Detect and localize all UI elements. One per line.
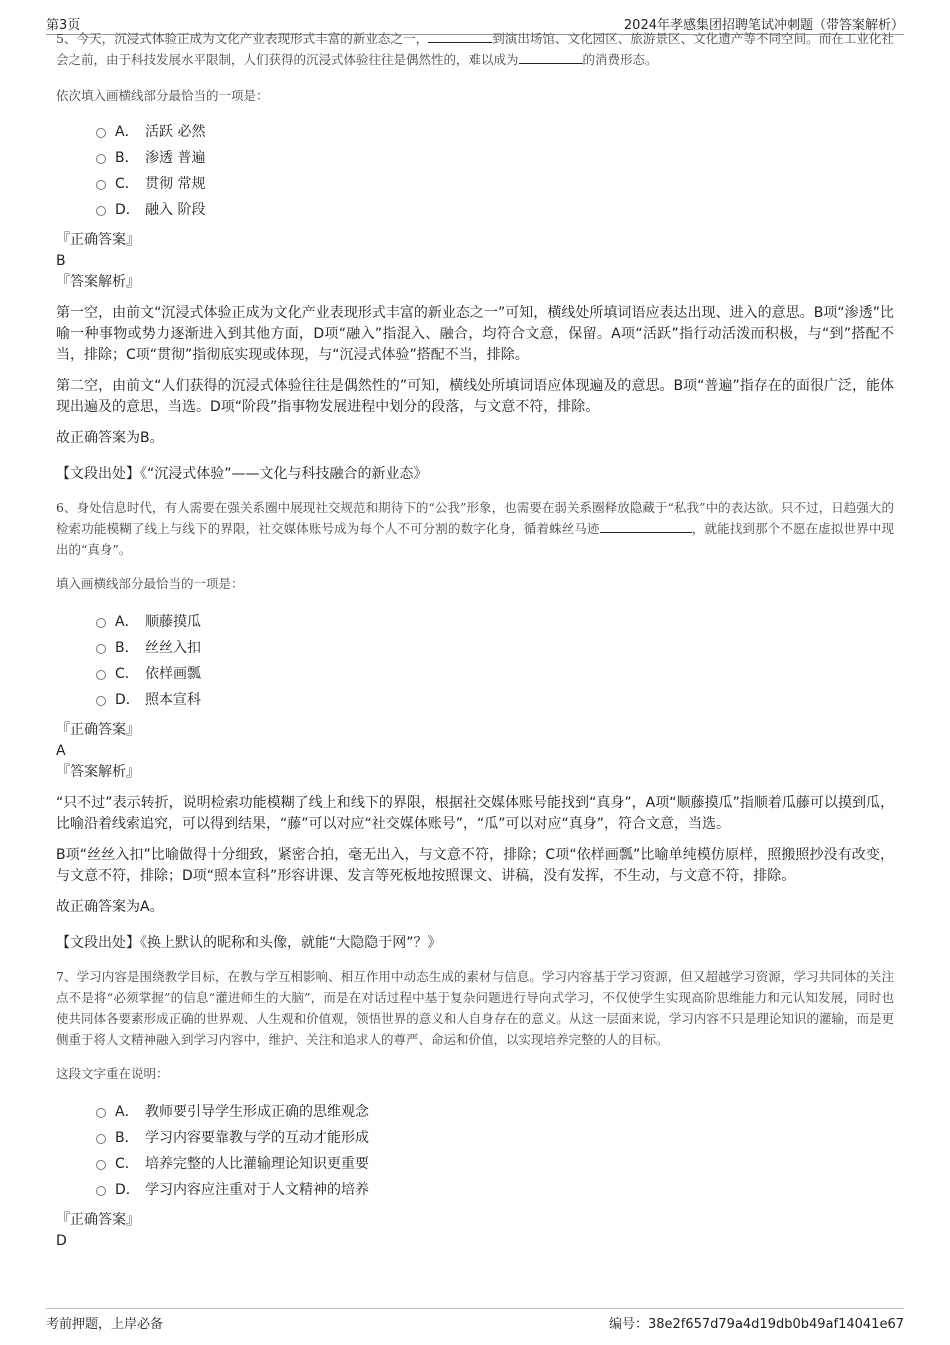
option-a[interactable]: A． 顺藤摸瓜	[96, 608, 894, 634]
fill-blank	[600, 520, 692, 533]
radio-icon[interactable]	[96, 644, 106, 654]
footer-slogan: 考前押题，上岸必备	[46, 1317, 164, 1332]
radio-icon[interactable]	[96, 696, 106, 706]
analysis-label: 『答案解析』	[56, 764, 140, 780]
question-7-options	[56, 1098, 894, 1202]
radio-icon[interactable]	[96, 154, 106, 164]
answer-label: 『正确答案』	[56, 232, 140, 248]
question-6-options	[56, 608, 894, 712]
analysis-paragraph: “只不过”表示转折，说明检索功能模糊了线上和线下的界限，根据社交媒体账号能找到“真身”，A项“顺藤摸瓜”指顺着瓜藤可以摸到瓜，比喻沿着线索追究，可以得到结果，“藤”可以对应“社交媒体账号”，“瓜”可以对应“真身”，符合文意，当选。	[56, 795, 894, 832]
radio-icon[interactable]	[96, 670, 106, 680]
source-citation: 【文段出处】《“沉浸式体验”——文化与科技融合的新业态》	[56, 466, 428, 482]
question-5-options	[56, 118, 894, 222]
option-c[interactable]: C． 依样画瓢	[96, 660, 894, 686]
radio-icon[interactable]	[96, 180, 106, 190]
radio-icon[interactable]	[96, 1160, 106, 1170]
main-content	[56, 31, 894, 1252]
analysis-paragraph: B项“丝丝入扣”比喻做得十分细致，紧密合拍，毫无出入，与文意不符，排除；C项“依样画瓢”比喻单纯模仿原样，照搬照抄没有改变，与文意不符，排除；D项“照本宣科”形容讲课、发言等死板地按照课文、讲稿，没有发挥，不生动，与文意不符，排除。	[56, 847, 894, 884]
option-b[interactable]: B． 学习内容要靠教与学的互动才能形成	[96, 1124, 894, 1150]
question-7-text: 7、学习内容是围绕教学目标，在教与学互相影响、相互作用中动态生成的素材与信息。学习内容基于学习资源，但又超越学习资源，学习共同体的关注点不是将“必须掌握”的信息“灌进师生的大脑”，而是在对话过程中基于复杂问题进行导向式学习，不仅使学生实现高阶思维能力和元认知发展，同时也使共同体各要素形成正确的世界观、人生观和价值观，领悟世界的意义和人自身存在的意义。从这一层面来说，学习内容不只是理论知识的灌输，而是更侧重于将人文精神融入到学习内容中，维护、关注和追求人的尊严、命运和价值，以实现培养完整的人的目标。	[56, 969, 894, 1047]
answer-label: 『正确答案』	[56, 1212, 140, 1228]
option-a[interactable]: A． 教师要引导学生形成正确的思维观念	[96, 1098, 894, 1124]
radio-icon[interactable]	[96, 206, 106, 216]
answer-value: D	[56, 1233, 67, 1249]
question-5-text: 5、今天，沉浸式体验正成为文化产业表现形式丰富的新业态之一， 到演出场馆、文化园区、旅游景区、文化遗产等不同空间。而在工业化社会之前，由于科技发展水平限制，人们获得的沉浸式体验往往是偶然性的，难以成为 的消费形态。	[56, 31, 894, 67]
option-a[interactable]: A． 活跃 必然	[96, 118, 894, 144]
document-code: 编号：38e2f657d79a4d19db0b49af14041e67	[608, 1317, 904, 1332]
analysis-paragraph: 故正确答案为B。	[56, 430, 164, 446]
source-citation: 【文段出处】《换上默认的昵称和头像，就能“大隐隐于网”？》	[56, 935, 442, 951]
option-c[interactable]: C． 培养完整的人比灌输理论知识更重要	[96, 1150, 894, 1176]
analysis-paragraph: 第一空，由前文“沉浸式体验正成为文化产业表现形式丰富的新业态之一”可知，横线处所填词语应表达出现、进入的意思。B项“渗透”比喻一种事物或势力逐渐进入到其他方面，D项“融入”指混入、融合，均符合文意，保留。A项“活跃”指行动活泼而积极，与“到”搭配不当，排除；C项“贯彻”指彻底实现或体现，与“沉浸式体验”搭配不当，排除。	[56, 305, 894, 363]
option-d[interactable]: D． 照本宣科	[96, 686, 894, 712]
answer-value: A	[56, 743, 66, 759]
page-number: 第3页	[46, 18, 81, 33]
analysis-paragraph: 故正确答案为A。	[56, 899, 164, 915]
option-c[interactable]: C． 贯彻 常规	[96, 170, 894, 196]
question-7-prompt: 这段文字重在说明：	[56, 1066, 169, 1081]
page-footer	[46, 1308, 904, 1332]
answer-label: 『正确答案』	[56, 722, 140, 738]
radio-icon[interactable]	[96, 128, 106, 138]
analysis-label: 『答案解析』	[56, 274, 140, 290]
radio-icon[interactable]	[96, 1134, 106, 1144]
question-6-text: 6、身处信息时代，有人需要在强关系圈中展现社交规范和期待下的“公我”形象，也需要在弱关系圈释放隐藏于“私我”中的表达欲。只不过，日趋强大的检索功能模糊了线上与线下的界限，社交媒体账号成为每个人不可分割的数字化身，循着蛛丝马迹 ，就能找到那个不愿在虚拟世界中现出的“真身”。	[56, 500, 894, 557]
answer-value: B	[56, 253, 66, 269]
option-d[interactable]: D． 学习内容应注重对于人文精神的培养	[96, 1176, 894, 1202]
fill-blank	[428, 30, 492, 43]
option-b[interactable]: B． 丝丝入扣	[96, 634, 894, 660]
radio-icon[interactable]	[96, 1108, 106, 1118]
analysis-paragraph: 第二空，由前文“人们获得的沉浸式体验往往是偶然性的”可知，横线处所填词语应体现遍及的意思。B项“普遍”指存在的面很广泛，能体现出遍及的意思，当选。D项“阶段”指事物发展进程中划分的段落，与文意不符，排除。	[56, 378, 894, 415]
fill-blank	[519, 51, 583, 64]
radio-icon[interactable]	[96, 618, 106, 628]
document-title: 2024年孝感集团招聘笔试冲刺题（带答案解析）	[623, 18, 904, 33]
question-6-prompt: 填入画横线部分最恰当的一项是：	[56, 576, 244, 591]
radio-icon[interactable]	[96, 1186, 106, 1196]
option-b[interactable]: B． 渗透 普遍	[96, 144, 894, 170]
question-5-prompt: 依次填入画横线部分最恰当的一项是：	[56, 88, 269, 103]
option-d[interactable]: D． 融入 阶段	[96, 196, 894, 222]
